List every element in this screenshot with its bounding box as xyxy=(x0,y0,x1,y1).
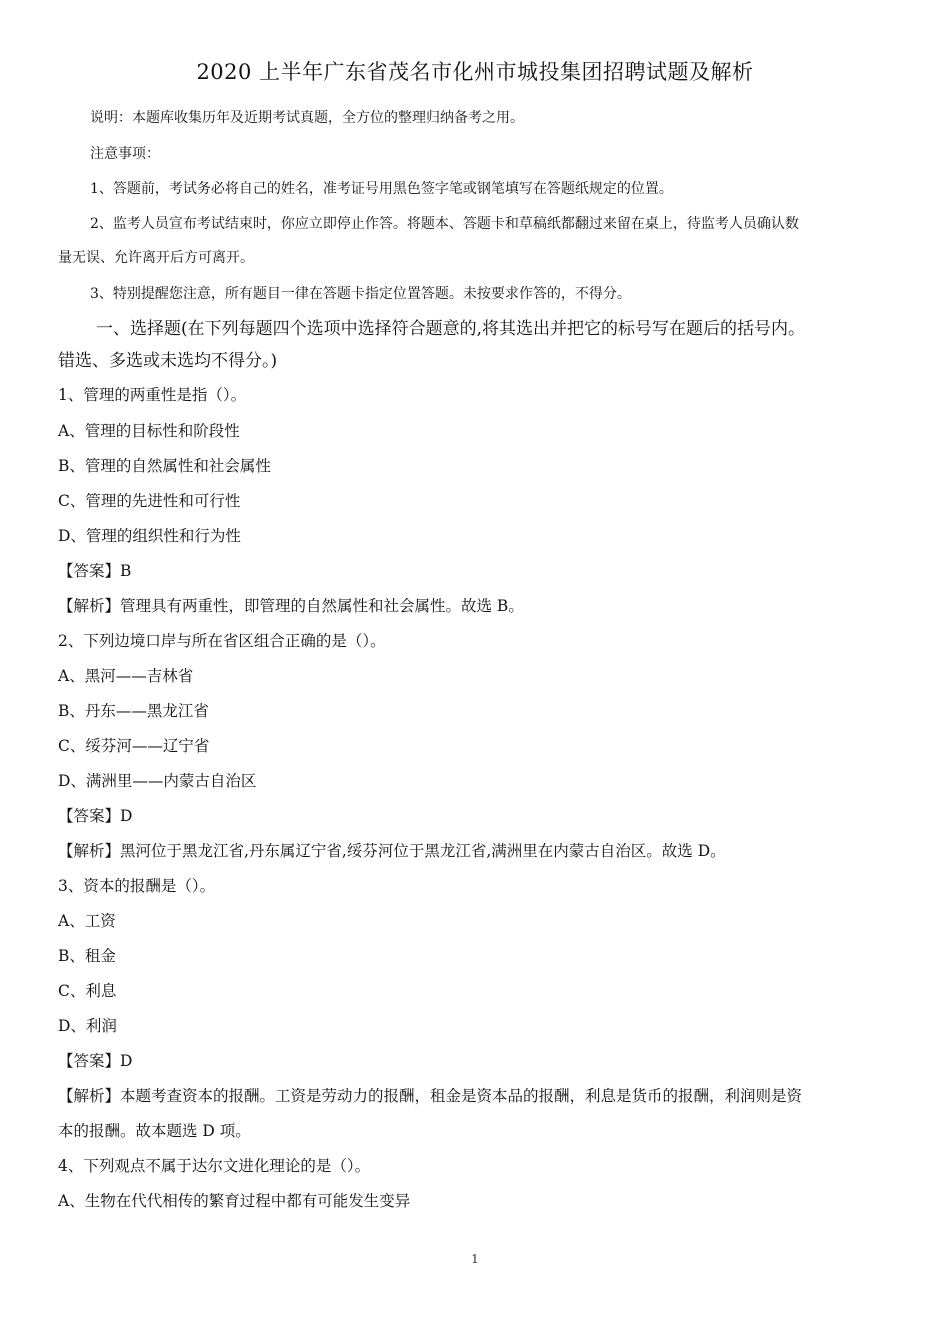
analysis-line: 【解析】本题考查资本的报酬。工资是劳动力的报酬，租金是资本品的报酬，利息是货币的报酬，利润则是资 xyxy=(58,1087,803,1105)
question-option: D、利润 xyxy=(58,1017,117,1035)
answer-line: 【答案】D xyxy=(58,1052,133,1070)
analysis-line-continued: 本的报酬。故本题选 D 项。 xyxy=(58,1122,251,1140)
question-option: C、利息 xyxy=(58,982,117,1000)
notice-item: 3、特别提醒您注意，所有题目一律在答题卡指定位置答题。未按要求作答的，不得分。 xyxy=(90,286,631,302)
question-option: A、管理的目标性和阶段性 xyxy=(58,422,240,440)
question-option: A、黑河——吉林省 xyxy=(58,667,194,685)
question-option: D、满洲里——内蒙古自治区 xyxy=(58,772,257,790)
question-option: D、管理的组织性和行为性 xyxy=(58,527,241,545)
notice-item-continued: 量无误、允许离开后方可离开。 xyxy=(58,250,254,266)
question-stem: 1、管理的两重性是指（）。 xyxy=(58,386,247,404)
page-number: 1 xyxy=(471,1252,479,1266)
notice-item: 1、答题前，考试务必将自己的姓名，准考证号用黑色签字笔或钢笔填写在答题纸规定的位置。 xyxy=(90,181,673,197)
notice-heading: 注意事项： xyxy=(90,146,160,162)
page-title: 2020 上半年广东省茂名市化州市城投集团招聘试题及解析 xyxy=(196,60,754,84)
section-heading-continued: 错选、多选或未选均不得分。) xyxy=(58,351,278,371)
analysis-line: 【解析】黑河位于黑龙江省,丹东属辽宁省,绥芬河位于黑龙江省,满洲里在内蒙古自治区。故选 D。 xyxy=(58,842,726,860)
intro-note: 说明：本题库收集历年及近期考试真题，全方位的整理归纳备考之用。 xyxy=(90,110,524,126)
question-option: A、工资 xyxy=(58,912,116,930)
question-option: C、管理的先进性和可行性 xyxy=(58,492,241,510)
question-option: A、生物在代代相传的繁育过程中都有可能发生变异 xyxy=(58,1192,411,1210)
question-option: B、租金 xyxy=(58,947,116,965)
question-stem: 3、资本的报酬是（）。 xyxy=(58,877,216,895)
question-stem: 2、下列边境口岸与所在省区组合正确的是（）。 xyxy=(58,632,386,650)
answer-line: 【答案】D xyxy=(58,807,133,825)
question-option: B、管理的自然属性和社会属性 xyxy=(58,457,271,475)
question-stem: 4、下列观点不属于达尔文进化理论的是（）。 xyxy=(58,1157,371,1175)
notice-item: 2、监考人员宣布考试结束时，你应立即停止作答。将题本、答题卡和草稿纸都翻过来留在桌上，待监考人员确认数 xyxy=(90,216,799,232)
question-option: B、丹东——黑龙江省 xyxy=(58,702,209,720)
analysis-line: 【解析】管理具有两重性，即管理的自然属性和社会属性。故选 B。 xyxy=(58,597,524,615)
section-heading: 一、选择题(在下列每题四个选项中选择符合题意的,将其选出并把它的标号写在题后的括号内。 xyxy=(96,319,806,339)
question-option: C、绥芬河——辽宁省 xyxy=(58,737,210,755)
answer-line: 【答案】B xyxy=(58,562,132,580)
